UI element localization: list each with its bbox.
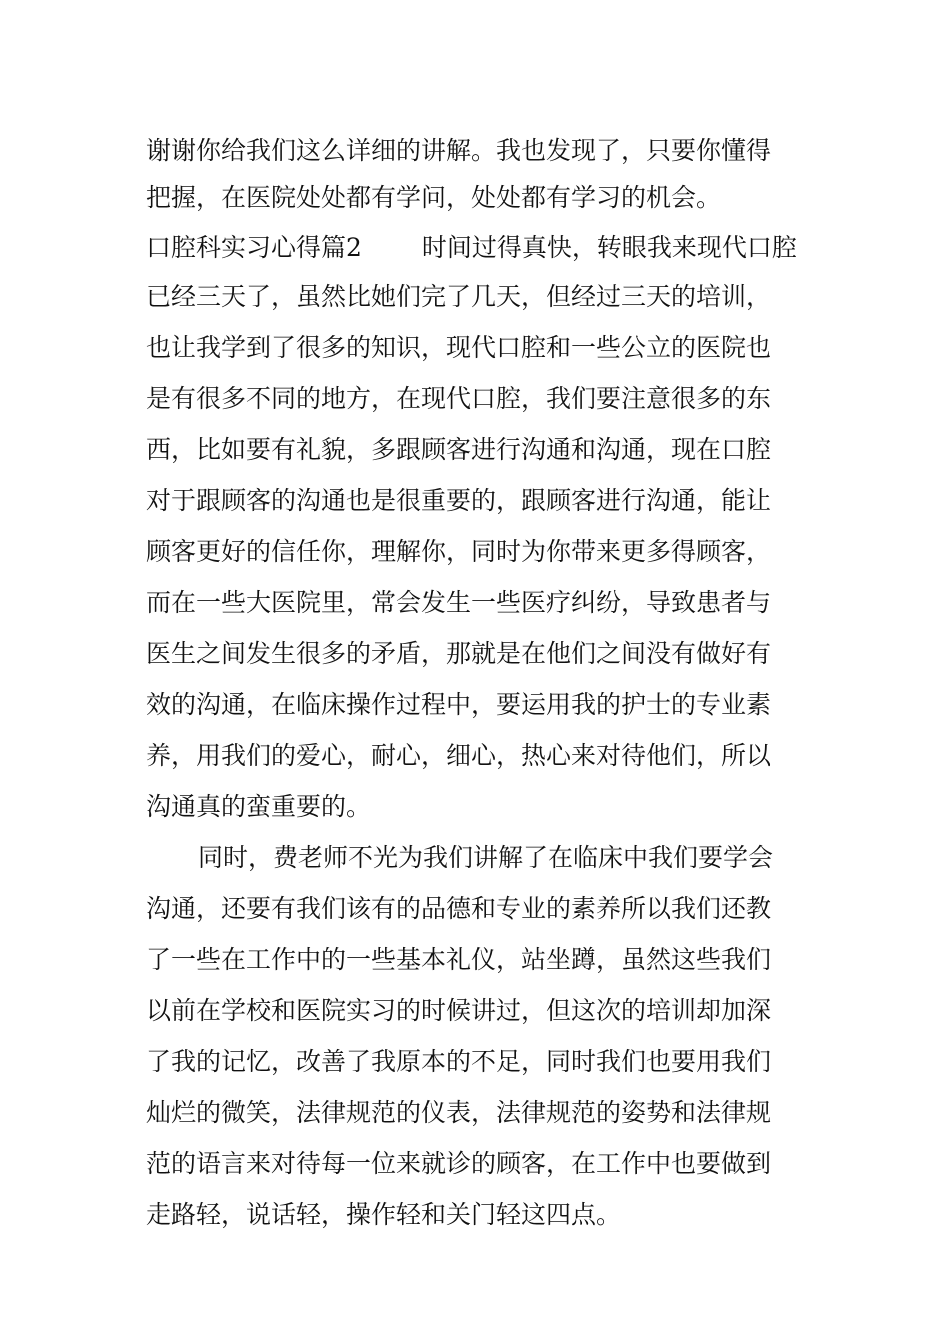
section-line-2: 也让我学到了很多的知识，现代口腔和一些公立的医院也 xyxy=(146,333,772,362)
intro-line-2: 把握，在医院处处都有学问，处处都有学习的机会。 xyxy=(146,183,722,212)
paragraph2-line-2: 沟通，还要有我们该有的品德和专业的素养所以我们还教 xyxy=(146,894,772,923)
paragraph2-line-5: 了我的记忆，改善了我原本的不足，同时我们也要用我们 xyxy=(146,1047,772,1076)
paragraph2-line-3: 了一些在工作中的一些基本礼仪，站坐蹲，虽然这些我们 xyxy=(146,945,772,974)
section-line-7: 而在一些大医院里，常会发生一些医疗纠纷，导致患者与 xyxy=(146,588,772,617)
section-title: 口腔科实习心得篇2 xyxy=(146,233,362,262)
intro-line-1: 谢谢你给我们这么详细的讲解。我也发现了，只要你懂得 xyxy=(146,136,772,165)
section-line-1: 已经三天了，虽然比她们完了几天，但经过三天的培训， xyxy=(146,282,772,311)
section-line-10: 养，用我们的爱心，耐心，细心，热心来对待他们，所以 xyxy=(146,741,772,770)
section-first-line-text: 时间过得真快，转眼我来现代口腔 xyxy=(421,233,797,262)
paragraph2-line-7: 范的语言来对待每一位来就诊的顾客，在工作中也要做到 xyxy=(146,1149,772,1178)
section-line-8: 医生之间发生很多的矛盾，那就是在他们之间没有做好有 xyxy=(146,639,772,668)
section-line-6: 顾客更好的信任你，理解你，同时为你带来更多得顾客， xyxy=(146,537,772,566)
section-line-11: 沟通真的蛮重要的。 xyxy=(146,792,372,821)
section-line-4: 西，比如要有礼貌，多跟顾客进行沟通和沟通，现在口腔 xyxy=(146,435,772,464)
section-line-9: 效的沟通，在临床操作过程中，要运用我的护士的专业素 xyxy=(146,690,772,719)
paragraph2-line-1: 同时，费老师不光为我们讲解了在临床中我们要学会 xyxy=(198,843,774,872)
paragraph2-line-8: 走路轻，说话轻，操作轻和关门轻这四点。 xyxy=(146,1200,622,1229)
section-heading-line xyxy=(146,222,826,274)
section-line-5: 对于跟顾客的沟通也是很重要的，跟顾客进行沟通，能让 xyxy=(146,486,772,515)
section-line-3: 是有很多不同的地方，在现代口腔，我们要注意很多的东 xyxy=(146,384,772,413)
paragraph2-line-4: 以前在学校和医院实习的时候讲过，但这次的培训却加深 xyxy=(146,996,772,1025)
paragraph2-line-6: 灿烂的微笑，法律规范的仪表，法律规范的姿势和法律规 xyxy=(146,1098,772,1127)
